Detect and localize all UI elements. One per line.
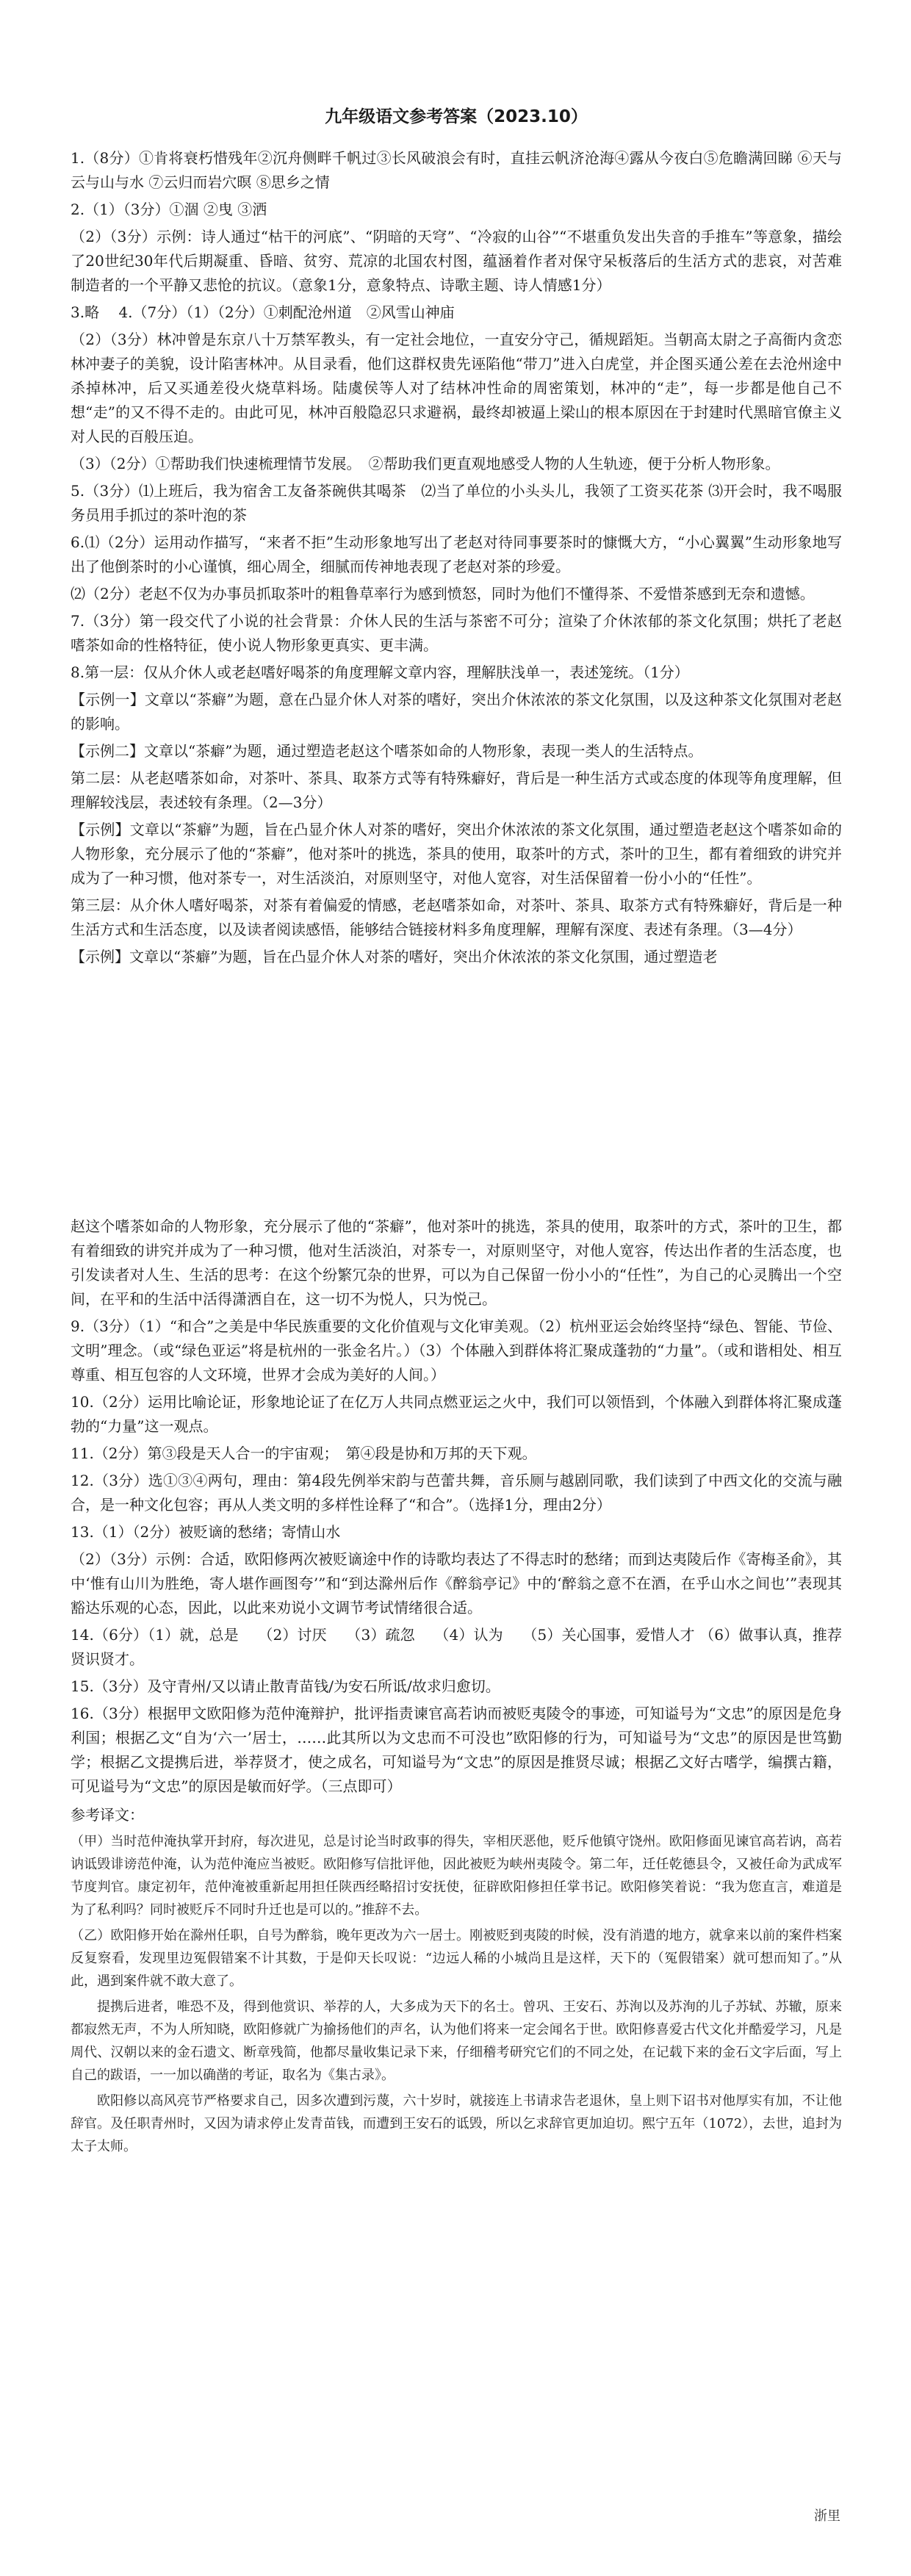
answer-paragraph: （2）（3分）示例：诗人通过“枯干的河底”、“阴暗的天穹”、“冷寂的山谷”“不堪重负发出失音的手推车”等意象，描绘了20世纪30年代后期凝重、昏暗、贫穷、荒凉的北国农村图，蕴涵着作者对保守呆板落后的生活方式的悲哀，对苦难制造者的一个平静又悲怆的抗议。（意象1分，意象特点、诗歌主题、诗人情感1分）	[71, 228, 842, 294]
blank-gap	[71, 972, 842, 1215]
answer-paragraph: 10.（2分）运用比喻论证，形象地论证了在亿万人共同点燃亚运之火中，我们可以领悟到，个体融入到群体将汇聚成蓬勃的“力量”这一观点。	[71, 1393, 842, 1435]
answer-paragraph: （2）（3分）林冲曾是东京八十万禁军教头，有一定社会地位，一直安分守己，循规蹈矩。当朝高太尉之子高衙内贪恋林冲妻子的美貌，设计陷害林冲。从目录看，他们这群权贵先诬陷他“带刀”进入白虎堂，并企图买通公差在去沧州途中杀掉林冲，后又买通差役火烧草料场。陆虞侯等人对了结林冲性命的周密策划，林冲的“走”，每一步都是他自己不想“走”的又不得不走的。由此可见，林冲百般隐忍只求避祸，最终却被逼上梁山的根本原因在于封建时代黑暗官僚主义对人民的百般压迫。	[71, 331, 842, 445]
translation-paragraph: （甲）当时范仲淹执掌开封府，每次进见，总是讨论当时政事的得失，宰相厌恶他，贬斥他镇守饶州。欧阳修面见谏官高若讷，高若讷诋毁诽谤范仲淹，认为范仲淹应当被贬。欧阳修写信批评他，因此被贬为峡州夷陵令。第二年，迁任乾德县令，又被任命为武成军节度判官。康定初年，范仲淹被重新起用担任陕西经略招讨安抚使，征辟欧阳修担任掌书记。欧阳修笑着说：“我为您直言，难道是为了私利吗？同时被贬斥不同时升迁也是可以的。”推辞不去。	[71, 1834, 842, 1918]
translation-paragraph: （乙）欧阳修开始在滁州任职，自号为醉翁，晚年更改为六一居士。刚被贬到夷陵的时候，没有消遣的地方，就拿来以前的案件档案反复察看，发现里边冤假错案不计其数，于是仰天长叹说：“边远人稀的小城尚且是这样，天下的（冤假错案）就可想而知了。”从此，遇到案件就不敢大意了。	[71, 1928, 842, 1989]
translation-heading: 参考译文：	[71, 1806, 144, 1824]
answer-paragraph: 【示例】文章以“茶癖”为题，旨在凸显介休人对茶的嗜好，突出介休浓浓的茶文化氛围，通过塑造老赵这个嗜茶如命的人物形象，充分展示了他的“茶癖”，他对茶叶的挑选，茶具的使用，取茶叶的方式，茶叶的卫生，都有着细致的讲究并成为了一种习惯，他对茶专一，对生活淡泊，对原则坚守，对他人宽容，对生活保留着一份小小的“任性”。	[71, 821, 842, 887]
answer-paragraph: 6.⑴（2分）运用动作描写，“来者不拒”生动形象地写出了老赵对待同事要茶时的慷慨大方，“小心翼翼”生动形象地写出了他倒茶时的小心谨慎，细心周全，细腻而传神地表现了老赵对茶的珍爱。	[71, 533, 842, 575]
answer-paragraph: 赵这个嗜茶如命的人物形象，充分展示了他的“茶癖”，他对茶叶的挑选，茶具的使用，取茶叶的方式，茶叶的卫生，都有着细致的讲究并成为了一种习惯，他对生活淡泊，对茶专一，对原则坚守，对他人宽容，传达出作者的生活态度，也引发读者对人生、生活的思考：在这个纷繁冗杂的世界，可以为自己保留一份小小的“任性”，为自己的心灵腾出一个空间，在平和的生活中活得潇洒自在，这一切不为悦人，只为悦己。	[71, 1217, 842, 1308]
answer-paragraph: 15.（3分）及守青州/又以请止散青苗钱/为安石所诋/故求归愈切。	[71, 1677, 500, 1695]
answer-paragraph: （3）（2分）①帮助我们快速梳理情节发展。 ②帮助我们更直观地感受人物的人生轨迹，便于分析人物形象。	[71, 455, 780, 472]
answer-paragraph: 7.（3分）第一段交代了小说的社会背景：介休人民的生活与茶密不可分；渲染了介休浓郁的茶文化氛围；烘托了老赵嗜茶如命的性格特征，使小说人物形象更真实、更丰满。	[71, 612, 842, 654]
answer-paragraph: 3.略 4.（7分）（1）（2分）①刺配沧州道 ②风雪山神庙	[71, 303, 455, 321]
answer-sheet	[71, 103, 842, 2161]
answer-paragraph: 第二层：从老赵嗜茶如命，对茶叶、茶具、取茶方式等有特殊癖好，背后是一种生活方式或态度的体现等角度理解，但理解较浅层，表述较有条理。（2—3分）	[71, 769, 842, 811]
answer-paragraph: 2.（1）（3分）①涸 ②曳 ③洒	[71, 201, 267, 218]
answers-top	[71, 146, 842, 969]
translation-paragraph: 欧阳修以高风亮节严格要求自己，因多次遭到污蔑，六十岁时，就接连上书请求告老退休，皇上则下诏书对他厚实有加，不让他辞官。及任职青州时，又因为请求停止发青苗钱，而遭到王安石的诋毁，所以乞求辞官更加迫切。熙宁五年（1072），去世，追封为太子太师。	[71, 2093, 842, 2154]
page-title: 九年级语文参考答案（2023.10）	[325, 107, 588, 126]
answer-paragraph: 【示例一】文章以“茶癖”为题，意在凸显介休人对茶的嗜好，突出介休浓浓的茶文化氛围，以及这种茶文化氛围对老赵的影响。	[71, 691, 842, 733]
answer-paragraph: （2）（3分）示例：合适，欧阳修两次被贬谪途中作的诗歌均表达了不得志时的愁绪；而到达夷陵后作《寄梅圣俞》，其中‘惟有山川为胜绝，寄人堪作画图夸’”和“到达滁州后作《醉翁亭记》中的‘醉翁之意不在酒，在乎山水之间也’”表现其豁达乐观的心态，因此，以此来劝说小文调节考试情绪很合适。	[71, 1550, 842, 1616]
answer-paragraph: 11.（2分）第③段是天人合一的宇宙观； 第④段是协和万邦的天下观。	[71, 1444, 537, 1462]
translation-section	[71, 1830, 842, 2158]
answer-paragraph: 第三层：从介休人嗜好喝茶，对茶有着偏爱的情感，老赵嗜茶如命，对茶叶、茶具、取茶方式有特殊癖好，背后是一种生活方式和生活态度，以及读者阅读感悟，能够结合链接材料多角度理解，理解有深度、表述有条理。（3—4分）	[71, 896, 842, 938]
answer-paragraph: 【示例二】文章以“茶癖”为题，通过塑造老赵这个嗜茶如命的人物形象，表现一类人的生活特点。	[71, 742, 703, 760]
answer-paragraph: 5.（3分）⑴上班后，我为宿舍工友备茶碗供其喝茶 ⑵当了单位的小头头儿，我领了工资买花茶 ⑶开会时，我不喝服务员用手抓过的茶叶泡的茶	[71, 482, 842, 524]
footer-watermark: 浙里	[814, 2508, 840, 2524]
answer-paragraph: 12.（3分）选①③④两句，理由：第4段先例举宋韵与芭蕾共舞，音乐厕与越剧同歌，我们读到了中西文化的交流与融合，是一种文化包容；再从人类文明的多样性诠释了“和合”。（选择1分，理由2分）	[71, 1472, 842, 1514]
answer-paragraph: 16.（3分）根据甲文欧阳修为范仲淹辩护，批评指责谏官高若讷而被贬夷陵令的事迹，可知谥号为“文忠”的原因是危身利国；根据乙文“自为‘六一’居士，……此其所以为文忠而不可没也”欧阳修的行为，可知谥号为“文忠”的原因是世笃勤学；根据乙文提携后进，举荐贤才，使之成名，可知谥号为“文忠”的原因是推贤尽诚；根据乙文好古嗜学，编撰古籍，可见谥号为“文忠”的原因是敏而好学。（三点即可）	[71, 1705, 842, 1795]
answer-paragraph: 9.（3分）（1）“和合”之美是中华民族重要的文化价值观与文化审美观。（2）杭州亚运会始终坚持“绿色、智能、节俭、文明”理念。（或“绿色亚运”将是杭州的一张金名片。）（3）个体融入到群体将汇聚成蓬勃的“力量”。（或和谐相处、相互尊重、相互包容的人文环境，世界才会成为美好的人间。）	[71, 1317, 842, 1384]
answer-paragraph: 8.第一层：仅从介休人或老赵嗜好喝茶的角度理解文章内容，理解肤浅单一，表述笼统。（1分）	[71, 663, 689, 681]
answers-bottom	[71, 1215, 842, 1799]
answer-paragraph: 【示例】文章以“茶癖”为题，旨在凸显介休人对茶的嗜好，突出介休浓浓的茶文化氛围，通过塑造老	[71, 948, 718, 965]
translation-paragraph: 提携后进者，唯恐不及，得到他赏识、举荐的人，大多成为天下的名士。曾巩、王安石、苏洵以及苏洵的儿子苏轼、苏辙，原来都寂然无声，不为人所知晓，欧阳修就广为揄扬他们的声名，认为他们将来一定会闻名于世。欧阳修喜爱古代文化并酷爱学习，凡是周代、汉朝以来的金石遗文、断章残简，他都尽量收集记录下来，仔细稽考研究它们的不同之处，在记载下来的金石文字后面，写上自己的跋语，一一加以确凿的考证，取名为《集古录》。	[71, 1999, 842, 2083]
answer-paragraph: 13.（1）（2分）被贬谪的愁绪；寄情山水	[71, 1523, 341, 1541]
answer-paragraph: 1.（8分）①肯将衰朽惜残年②沉舟侧畔千帆过③长风破浪会有时，直挂云帆济沧海④露从今夜白⑤危瞻满回睇 ⑥天与云与山与水 ⑦云归而岩穴暝 ⑧思乡之情	[71, 149, 842, 191]
answer-paragraph: 14.（6分）（1）就，总是 （2）讨厌 （3）疏忽 （4）认为 （5）关心国事，爱惜人才 （6）做事认真，推荐贤识贤才。	[71, 1626, 842, 1668]
answer-paragraph: ⑵（2分）老赵不仅为办事员抓取茶叶的粗鲁草率行为感到愤怒，同时为他们不懂得茶、不爱惜茶感到无奈和遗憾。	[71, 585, 815, 602]
